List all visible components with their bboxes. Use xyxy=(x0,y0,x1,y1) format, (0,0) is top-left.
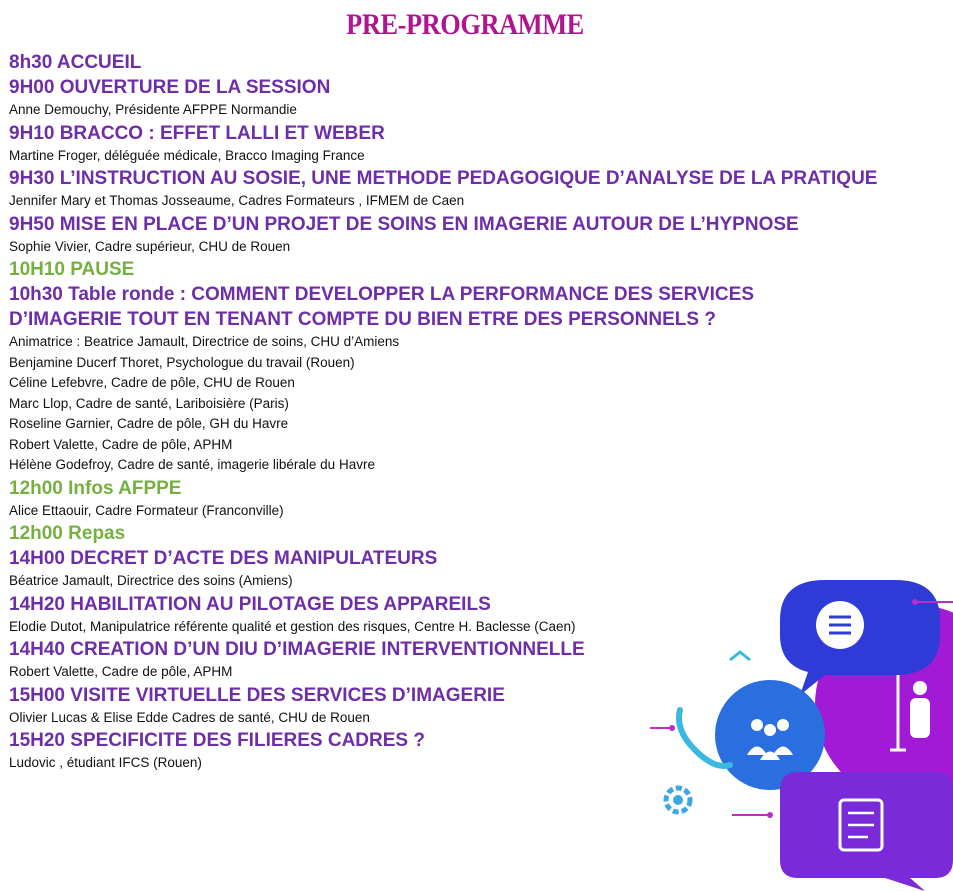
page-title: PRE-PROGRAMME xyxy=(346,8,584,41)
speaker-list xyxy=(9,100,909,121)
speaker-line: Jennifer Mary et Thomas Josseaume, Cadres Formateurs , IFMEM de Caen xyxy=(9,193,465,208)
program-item xyxy=(9,121,909,167)
program-item xyxy=(9,282,909,476)
speaker-line: Robert Valette, Cadre de pôle, APHM xyxy=(9,664,233,679)
program-item xyxy=(9,257,909,282)
checklist-icon xyxy=(780,772,953,891)
speaker-line: Anne Demouchy, Présidente AFPPE Normandie xyxy=(9,102,297,117)
speaker-line: Marc Llop, Cadre de santé, Lariboisière (Paris) xyxy=(9,395,289,411)
speaker-list xyxy=(9,501,909,522)
program-item xyxy=(9,521,909,546)
session-heading: 14H20 HABILITATION AU PILOTAGE DES APPAREILS xyxy=(9,593,491,615)
session-heading: 9H50 MISE EN PLACE D’UN PROJET DE SOINS EN IMAGERIE AUTOUR DE L’HYPNOSE xyxy=(9,213,799,235)
speaker-line: Olivier Lucas & Elise Edde Cadres de santé, CHU de Rouen xyxy=(9,709,370,725)
session-heading: 12h00 Repas xyxy=(9,523,126,544)
program-item xyxy=(9,166,909,212)
speaker-list xyxy=(9,332,909,476)
speaker-line: Ludovic , étudiant IFCS (Rouen) xyxy=(9,755,202,770)
speaker-line: Elodie Dutot, Manipulatrice référente qualité et gestion des risques, Centre H. Baclesse (Caen) xyxy=(9,618,576,634)
program-item xyxy=(9,212,909,258)
session-heading: 10h30 Table ronde : COMMENT DEVELOPPER LA PERFORMANCE DES SERVICES D’IMAGERIE TOUT EN TENANT COMPTE DU BIEN ETRE DES PERSONNELS ? xyxy=(9,284,754,330)
speaker-line: Roseline Garnier, Cadre de pôle, GH du Havre xyxy=(9,416,289,431)
speaker-line: Céline Lefebvre, Cadre de pôle, CHU de Rouen xyxy=(9,375,295,390)
program-item xyxy=(9,75,909,121)
session-heading: 10H10 PAUSE xyxy=(9,259,135,280)
session-heading: 8h30 ACCUEIL xyxy=(9,52,142,73)
program-item xyxy=(9,476,909,522)
speaker-line: Béatrice Jamault, Directrice des soins (Amiens) xyxy=(9,573,293,588)
session-heading: 9H30 L’INSTRUCTION AU SOSIE, UNE METHODE PEDAGOGIQUE D’ANALYSE DE LA PRATIQUE xyxy=(9,168,878,189)
session-heading: 9H10 BRACCO : EFFET LALLI ET WEBER xyxy=(9,122,385,144)
speaker-line: Martine Froger, déléguée médicale, Bracco Imaging France xyxy=(9,147,365,163)
speaker-list xyxy=(9,237,909,258)
session-heading: 14H40 CREATION D’UN DIU D’IMAGERIE INTERVENTIONNELLE xyxy=(9,639,585,660)
session-heading: 15H20 SPECIFICITE DES FILIERES CADRES ? xyxy=(9,730,425,751)
session-heading: 9H00 OUVERTURE DE LA SESSION xyxy=(9,77,331,98)
speaker-line: Hélène Godefroy, Cadre de santé, imagerie libérale du Havre xyxy=(9,457,375,472)
speaker-list xyxy=(9,146,909,167)
speaker-line: Robert Valette, Cadre de pôle, APHM xyxy=(9,436,233,452)
medical-communication-illustration xyxy=(620,560,953,891)
session-heading: 14H00 DECRET D’ACTE DES MANIPULATEURS xyxy=(9,548,438,569)
speaker-line: Animatrice : Beatrice Jamault, Directrice de soins, CHU d’Amiens xyxy=(9,334,400,349)
gear-icon xyxy=(666,788,690,812)
speaker-line: Benjamine Ducerf Thoret, Psychologue du travail (Rouen) xyxy=(9,354,355,370)
program-item xyxy=(9,50,909,75)
speaker-line: Sophie Vivier, Cadre supérieur, CHU de Rouen xyxy=(9,238,291,254)
speaker-list xyxy=(9,191,909,212)
speaker-line: Alice Ettaouir, Cadre Formateur (Franconville) xyxy=(9,502,284,518)
session-heading: 12h00 Infos AFPPE xyxy=(9,477,182,499)
session-heading: 15H00 VISITE VIRTUELLE DES SERVICES D’IMAGERIE xyxy=(9,684,505,706)
